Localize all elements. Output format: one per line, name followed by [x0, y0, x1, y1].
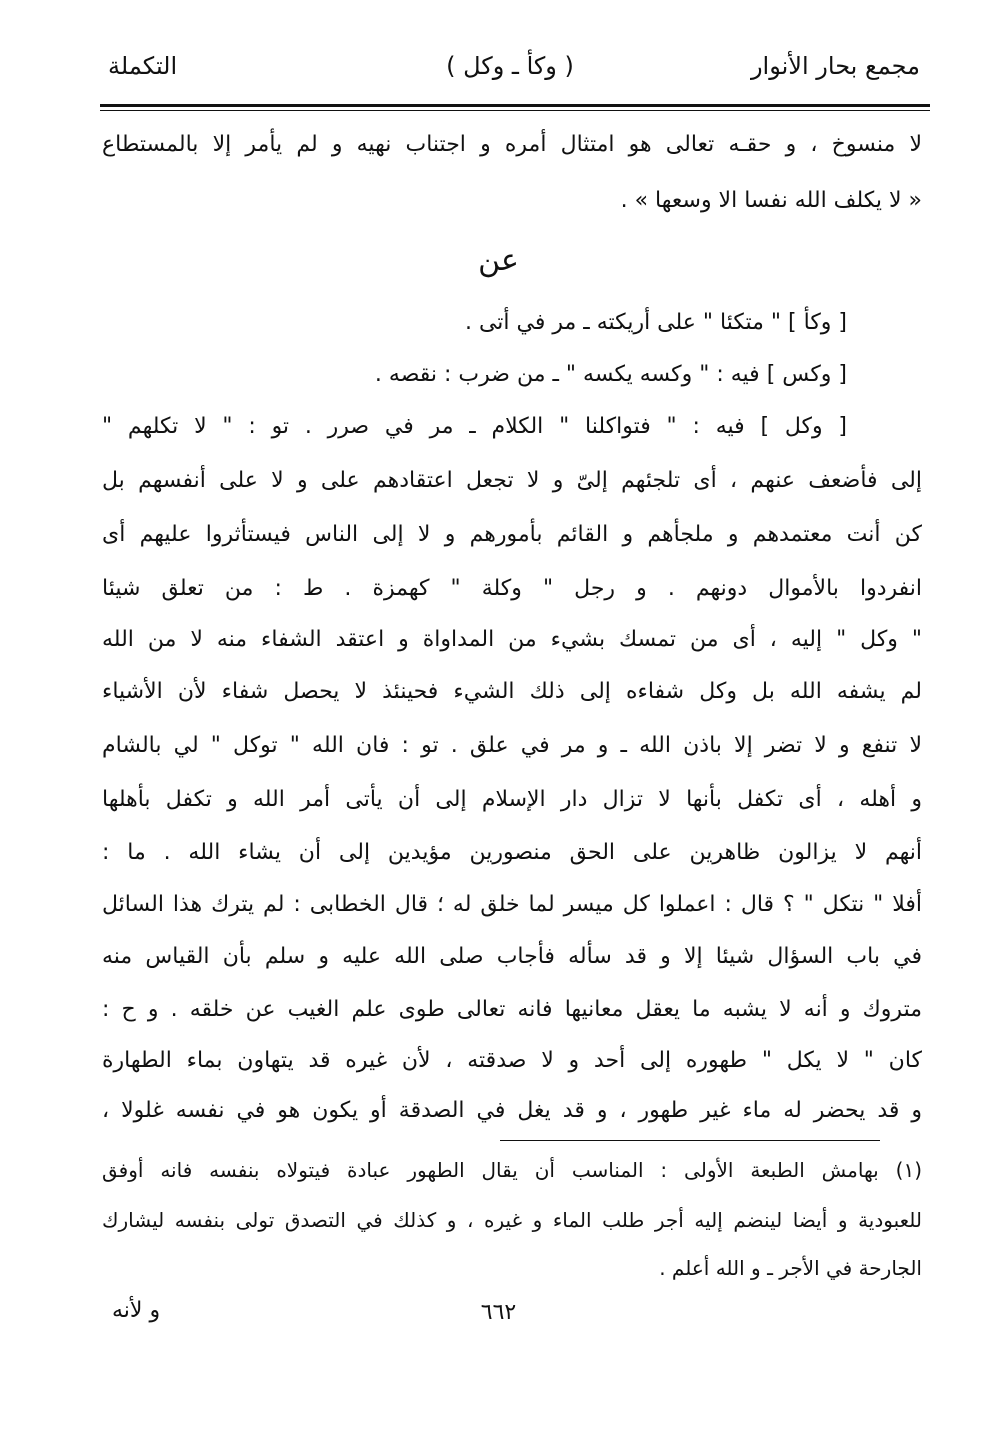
- entry-line-wks: [ وكس ] فيه : " وكسه يكسه " ـ من ضرب : نقصه .: [374, 362, 847, 387]
- body-line: " وكل " إليه ، أى من تمسك بشيء من المداواة و اعتقد الشفاء منه لا من الله: [102, 627, 922, 652]
- entry-line-wkl: [ وكل ] فيه : " فتواكلنا " الكلام ـ مر في صرر . تو : " لا تكلهم ": [102, 414, 847, 439]
- footnote-line: الجارحة في الأجر ـ و الله أعلم .: [659, 1256, 922, 1280]
- body-line: لم يشفه الله بل وكل شفاءه إلى ذلك الشيء فحينئذ لا يحصل شفاء لأن الأشياء: [102, 679, 922, 704]
- body-line: أنهم لا يزالون ظاهرين على الحق منصورين مؤيدين إلى أن يشاء الله . ما :: [102, 840, 922, 865]
- entry-line-wka: [ وكأ ] " متكئا " على أريكته ـ مر في أتى .: [464, 310, 847, 335]
- body-line: متروك و أنه لا يشبه ما يعقل معانيها فانه تعالى طوى علم الغيب عن خلقه . و ح :: [102, 997, 922, 1022]
- intro-line: « لا يكلف الله نفسا الا وسعها » .: [620, 188, 922, 213]
- running-header: [100, 52, 920, 96]
- body-line: في باب السؤال شيئا إلا و قد سأله فأجاب صلى الله عليه و سلم بأن القياس منه: [102, 944, 922, 969]
- entry-range: ( وكأ ـ وكل ): [446, 52, 574, 80]
- intro-line: لا منسوخ ، و حقـه تعالى هو امتثال أمره و اجتناب نهيه و لم يأمر إلا بالمستطاع: [102, 132, 922, 157]
- body-line: انفردوا بالأموال دونهم . و رجل " وكلة " كهمزة . ط : من تعلق شيئا: [102, 576, 922, 601]
- body-line: كان " لا يكل " طهوره إلى أحد و لا صدقته ، لأن غيره قد يتهاون بماء الطهارة: [102, 1048, 922, 1073]
- footnote-rule: [500, 1140, 880, 1141]
- body-line: لا تنفع و لا تضر إلا باذن الله ـ و مر في علق . تو : فان الله " توكل " لي بالشام: [102, 733, 922, 758]
- section-heading: عن: [478, 243, 519, 278]
- page-number: ٦٦٢: [480, 1300, 517, 1325]
- footnote-line: (١) بهامش الطبعة الأولى : المناسب أن يقال الطهور عبادة فيتولاه بنفسه فانه أوفق: [102, 1158, 922, 1182]
- footnote-line: للعبودية و أيضا لينضم إليه أجر طلب الماء و غيره ، و كذلك في التصدق تولى بنفسه ليشارك: [102, 1208, 922, 1232]
- catchword: و لأنه: [112, 1298, 161, 1323]
- body-line: أفلا " نتكل " ؟ قال : اعملوا كل ميسر لما خلق له ؛ قال الخطابى : لم يترك هذا السائل: [102, 892, 922, 917]
- header-rule-thick: [100, 104, 930, 107]
- body-line: كن أنت معتمدهم و ملجأهم و القائم بأمورهم و لا إلى الناس فيستأثروا عليهم أى: [102, 522, 922, 547]
- book-title: مجمع بحار الأنوار: [750, 52, 920, 80]
- section-title: التكملة: [108, 52, 178, 80]
- body-line: و قد يحضر له ماء غير طهور ، و قد يغل في الصدقة أو يكون هو في نفسه غلولا ،: [102, 1098, 922, 1123]
- body-line: و أهله ، أى تكفل بأنها لا تزال دار الإسلام إلى أن يأتى أمر الله و تكفل بأهلها: [102, 787, 922, 812]
- header-rule-thin: [100, 110, 930, 111]
- body-line: إلى فأضعف عنهم ، أى تلجئهم إلىّ و لا تجعل اعتقادهم على و لا على أنفسهم بل: [102, 468, 922, 493]
